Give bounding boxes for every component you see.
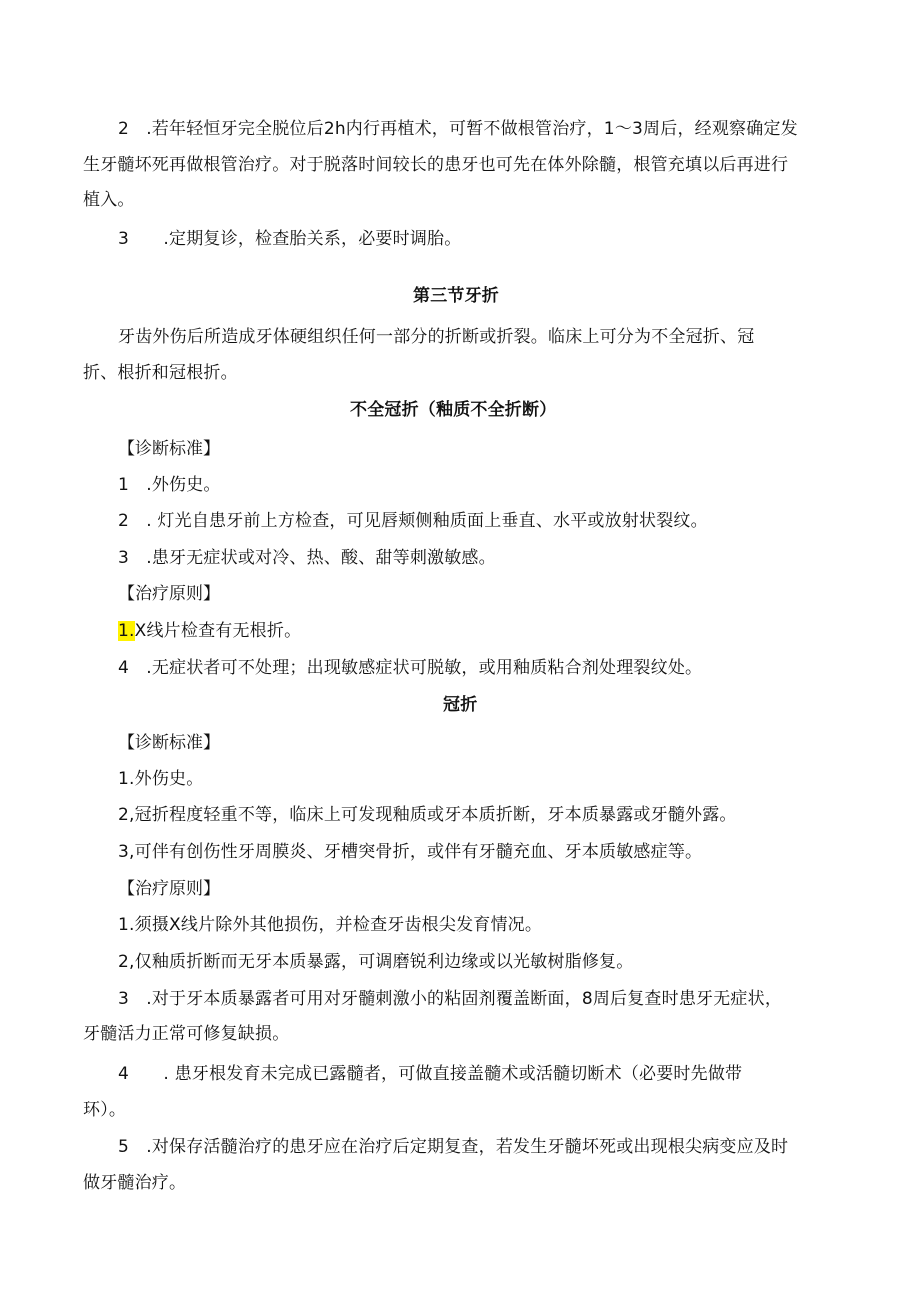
- list-item: 3 .患牙无症状或对冷、热、酸、甜等刺激敏感。: [118, 548, 496, 568]
- list-item-text: X线片检查有无根折。: [134, 621, 302, 641]
- diagnosis-label: 【诊断标准】: [118, 439, 220, 459]
- highlighted-number: 1.: [118, 621, 135, 641]
- treatment-label: 【治疗原则】: [118, 584, 220, 604]
- list-item: 1.外伤史。: [118, 769, 204, 789]
- diagnosis-label: 【诊断标准】: [118, 733, 220, 753]
- paragraph-line: 2 .若年轻恒牙完全脱位后2h内行再植术，可暂不做根管治疗，1～3周后，经观察确定发: [118, 119, 798, 139]
- list-item: 4 .无症状者可不处理；出现敏感症状可脱敏，或用釉质粘合剂处理裂纹处。: [118, 658, 703, 678]
- list-item: 4 . 患牙根发育未完成已露髓者，可做直接盖髓术或活髓切断术（必要时先做带: [118, 1064, 743, 1084]
- list-item: 2,冠折程度轻重不等，临床上可发现釉质或牙本质折断，牙本质暴露或牙髓外露。: [118, 805, 737, 825]
- list-item: 3,可伴有创伤性牙周膜炎、牙槽突骨折，或伴有牙髓充血、牙本质敏感症等。: [118, 842, 703, 862]
- subsection-heading: 冠折: [443, 695, 478, 715]
- list-item: 5 .对保存活髓治疗的患牙应在治疗后定期复查，若发生牙髓坏死或出现根尖病变应及时: [118, 1137, 789, 1157]
- list-item: 3 .对于牙本质暴露者可用对牙髓刺激小的粘固剂覆盖断面，8周后复查时患牙无症状，: [118, 989, 783, 1009]
- paragraph-line: 植入。: [83, 190, 135, 210]
- paragraph-line: 折、根折和冠根折。: [83, 363, 238, 383]
- paragraph-line: 牙齿外伤后所造成牙体硬组织任何一部分的折断或折裂。临床上可分为不全冠折、冠: [118, 327, 755, 347]
- list-item-continued: 做牙髓治疗。: [83, 1173, 187, 1193]
- treatment-label: 【治疗原则】: [118, 879, 220, 899]
- list-item: 2 . 灯光自患牙前上方检查，可见唇颊侧釉质面上垂直、水平或放射状裂纹。: [118, 511, 708, 531]
- list-item: 2,仅釉质折断而无牙本质暴露，可调磨锐利边缘或以光敏树脂修复。: [118, 952, 634, 972]
- paragraph-line: 生牙髓坏死再做根管治疗。对于脱落时间较长的患牙也可先在体外除髓，根管充填以后再进行: [83, 155, 789, 175]
- list-item: [118, 619, 301, 643]
- list-item: 1 .外伤史。: [118, 475, 221, 495]
- list-item-continued: 环）。: [83, 1100, 127, 1120]
- list-item-continued: 牙髓活力正常可修复缺损。: [83, 1024, 290, 1044]
- section-heading: 第三节牙折: [413, 286, 499, 306]
- list-item: 1.须摄X线片除外其他损伤，并检查牙齿根尖发育情况。: [118, 915, 543, 935]
- paragraph-line: 3 .定期复诊，检查胎关系，必要时调胎。: [118, 229, 462, 249]
- subsection-heading: 不全冠折（釉质不全折断）: [350, 400, 557, 420]
